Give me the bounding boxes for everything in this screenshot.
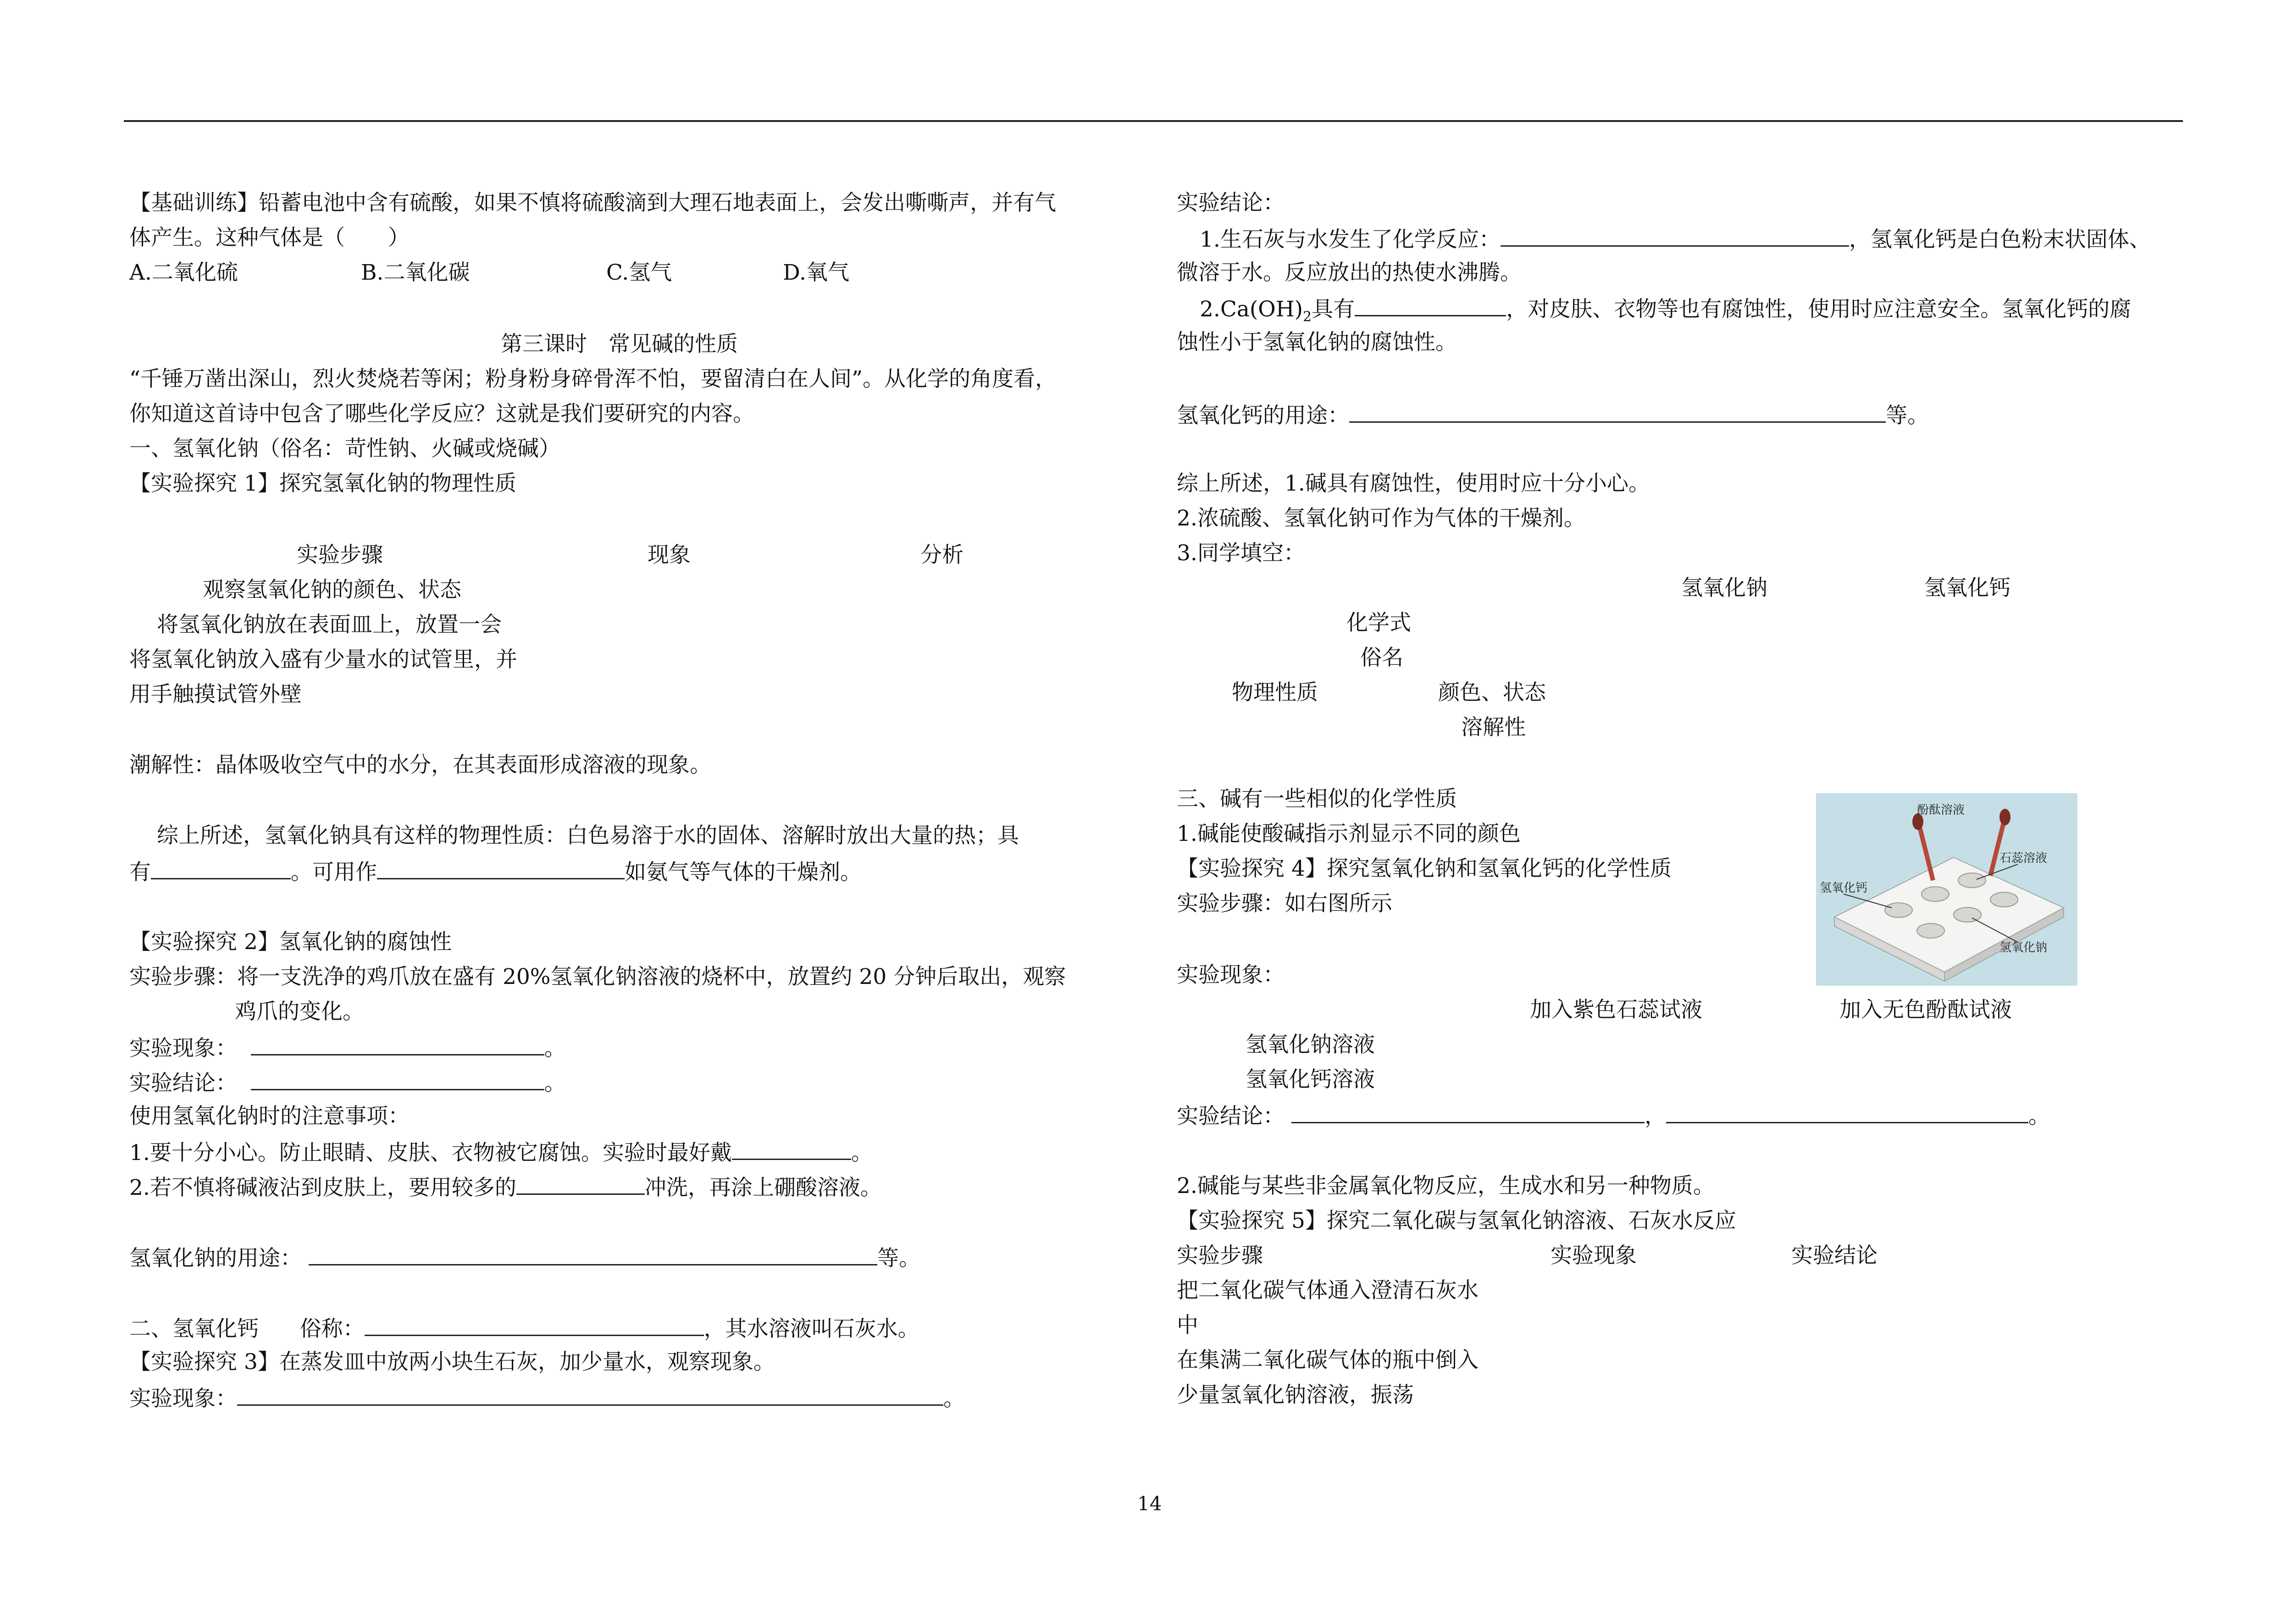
exp2-phenomenon: 实验现象： 。 [129,1034,566,1061]
label-litmus: 石蕊溶液 [1999,851,2048,865]
exp2-conclusion: 实验结论： 。 [129,1069,566,1096]
table1-header-phenomenon: 现象 [648,542,691,568]
exp4-row-caoh: 氢氧化钙溶液 [1246,1067,1375,1092]
exp5-row-2-cont: 少量氢氧化钠溶液，振荡 [1177,1382,1414,1408]
option-b: B.二氧化碳 [361,260,470,285]
fill-row-solubility: 溶解性 [1461,715,1526,740]
blank-exp2-conclusion[interactable] [251,1069,544,1090]
exp4-row-naoh: 氢氧化钠溶液 [1246,1032,1375,1057]
table1-row-3: 将氢氧化钠放入盛有少量水的试管里，并 [129,647,517,672]
section-3-item-2: 2.碱能与某些非金属氧化物反应，生成水和另一种物质。 [1177,1173,1715,1199]
option-d: D.氧气 [783,260,849,285]
fill-header-naoh: 氢氧化钠 [1681,575,1767,601]
exp5-header-steps: 实验步骤 [1177,1243,1263,1268]
exp4-col-phenolphthalein: 加入无色酚酞试液 [1839,997,2012,1022]
summary-line-2: 2.浓硫酸、氢氧化钠可作为气体的干燥剂。 [1177,506,1585,531]
section-2-heading: 二、氢氧化钙 俗称： ，其水溶液叫石灰水。 [129,1315,919,1342]
page-number: 14 [1137,1492,1162,1515]
caution-title: 使用氢氧化钠时的注意事项： [129,1104,410,1129]
training-line-1: 【基础训练】铅蓄电池中含有硫酸，如果不慎将硫酸滴到大理石地表面上，会发出嘶嘶声，并有气 [129,190,1056,215]
blank-caoh-uses[interactable] [1349,401,1886,423]
blank-caoh-property[interactable] [1355,295,1506,316]
poem-line-1: “千锤万凿出深山，烈火焚烧若等闲；粉身粉身碎骨浑不怕，要留清白在人间”。从化学的角度看， [129,366,1057,392]
conclusion-2-line-2: 蚀性小于氢氧化钠的腐蚀性。 [1177,330,1457,355]
lesson-title: 第三课时 常见碱的性质 [501,331,738,357]
summary-line-1: 综上所述，氢氧化钠具有这样的物理性质：白色易溶于水的固体、溶解时放出大量的热；具 [157,823,1019,848]
table1-header-analysis: 分析 [920,542,964,568]
option-c: C.氢气 [606,260,672,285]
header-rule [124,120,2183,122]
exp5-header-phenomenon: 实验现象 [1551,1243,1637,1268]
blank-caution-2[interactable] [516,1173,645,1195]
blank-exp4-conclusion-2[interactable] [1666,1102,2028,1123]
blank-exp2-phenomenon[interactable] [251,1034,544,1055]
fill-row-color-state: 颜色、状态 [1438,680,1546,705]
blank-caution-1[interactable] [732,1138,851,1160]
label-caoh: 氢氧化钙 [1820,881,1868,895]
exp2-steps-line-2: 鸡爪的变化。 [235,999,364,1024]
summary-line-3: 3.同学填空： [1177,541,1305,566]
exp2-title: 【实验探究 2】氢氧化钠的腐蚀性 [129,929,452,955]
summary-line-1: 综上所述，1.碱具有腐蚀性，使用时应十分小心。 [1177,471,1650,496]
blank-exp3-phenomenon[interactable] [237,1384,943,1406]
exp3-title: 【实验探究 3】在蒸发皿中放两小块生石灰，加少量水，观察现象。 [129,1349,775,1375]
fill-row-physical: 物理性质 [1232,680,1318,705]
option-a: A.二氧化硫 [129,260,238,285]
conclusion-1: 1.生石灰与水发生了化学反应： ，氢氧化钙是白色粉末状固体、 [1200,225,2151,253]
exp4-title: 【实验探究 4】探究氢氧化钠和氢氧化钙的化学性质 [1177,856,1672,881]
label-naoh: 氢氧化钠 [1999,941,2048,955]
exp5-title: 【实验探究 5】探究二氧化碳与氢氧化钠溶液、石灰水反应 [1177,1208,1736,1233]
exp2-steps-line-1: 实验步骤：将一支洗净的鸡爪放在盛有 20%氢氧化钠溶液的烧杯中，放置约 20 分钟后取出，观察 [129,964,1066,989]
section-1-heading: 一、氢氧化钠（俗名：苛性钠、火碱或烧碱） [129,436,560,461]
fill-row-common-name: 俗名 [1360,645,1403,670]
caution-2: 2.若不慎将碱液沾到皮肤上，要用较多的 冲洗，再涂上硼酸溶液。 [129,1173,882,1201]
poem-line-2: 你知道这首诗中包含了哪些化学反应？这就是我们要研究的内容。 [129,401,754,426]
exp5-header-conclusion: 实验结论 [1791,1243,1878,1268]
spot-plate-figure [1816,793,2077,986]
fill-header-caoh: 氢氧化钙 [1924,575,2011,601]
caution-1: 1.要十分小心。防止眼睛、皮肤、衣物被它腐蚀。实验时最好戴 。 [129,1138,873,1166]
exp5-row-1-cont: 中 [1177,1313,1198,1338]
caoh-uses: 氢氧化钙的用途： 等。 [1177,401,1929,429]
exp5-row-1: 把二氧化碳气体通入澄清石灰水 [1177,1278,1479,1303]
exp4-phenomenon: 实验现象： [1177,962,1285,988]
exp5-row-2: 在集满二氧化碳气体的瓶中倒入 [1177,1348,1479,1373]
conclusion-title: 实验结论： [1177,190,1285,215]
exp4-steps: 实验步骤：如右图所示 [1177,891,1392,916]
table1-row-1: 观察氢氧化钠的颜色、状态 [203,577,461,602]
blank-exp4-conclusion-1[interactable] [1291,1102,1645,1123]
section-3-item-1: 1.碱能使酸碱指示剂显示不同的颜色 [1177,821,1521,846]
table1-header-steps: 实验步骤 [297,542,383,568]
deliquescence-definition: 潮解性：晶体吸收空气中的水分，在其表面形成溶液的现象。 [129,752,711,778]
section-3-heading: 三、碱有一些相似的化学性质 [1177,786,1457,812]
blank-property[interactable] [151,858,291,879]
blank-caoh-common-name[interactable] [365,1315,704,1336]
table1-row-2: 将氢氧化钠放在表面皿上，放置一会 [157,612,502,637]
summary-line-2: 有 。可用作 如氨气等气体的干燥剂。 [129,858,862,885]
label-phenolphthalein: 酚酞溶液 [1917,803,1965,817]
naoh-uses: 氢氧化钠的用途： 等。 [129,1244,920,1271]
conclusion-2: $2.Ca(OH)_2$具有 ，对皮肤、衣物等也有腐蚀性，使用时应注意安全。氢氧化钙的腐 [1200,295,2131,330]
training-line-2: 体产生。这种气体是（ ） [129,225,410,250]
blank-use[interactable] [377,858,625,879]
exp1-title: 【实验探究 1】探究氢氧化钠的物理性质 [129,471,516,496]
exp4-col-litmus: 加入紫色石蕊试液 [1530,997,1702,1022]
exp3-phenomenon: 实验现象： 。 [129,1384,965,1412]
spot-plate-illustration [1816,793,2077,986]
blank-cao-reaction[interactable] [1501,225,1849,247]
fill-row-formula: 化学式 [1346,610,1411,635]
conclusion-1-line-2: 微溶于水。反应放出的热使水沸腾。 [1177,260,1522,285]
blank-naoh-uses[interactable] [309,1244,877,1265]
exp4-conclusion: 实验结论： ， 。 [1177,1102,2050,1129]
table1-row-4: 用手触摸试管外壁 [129,682,302,707]
